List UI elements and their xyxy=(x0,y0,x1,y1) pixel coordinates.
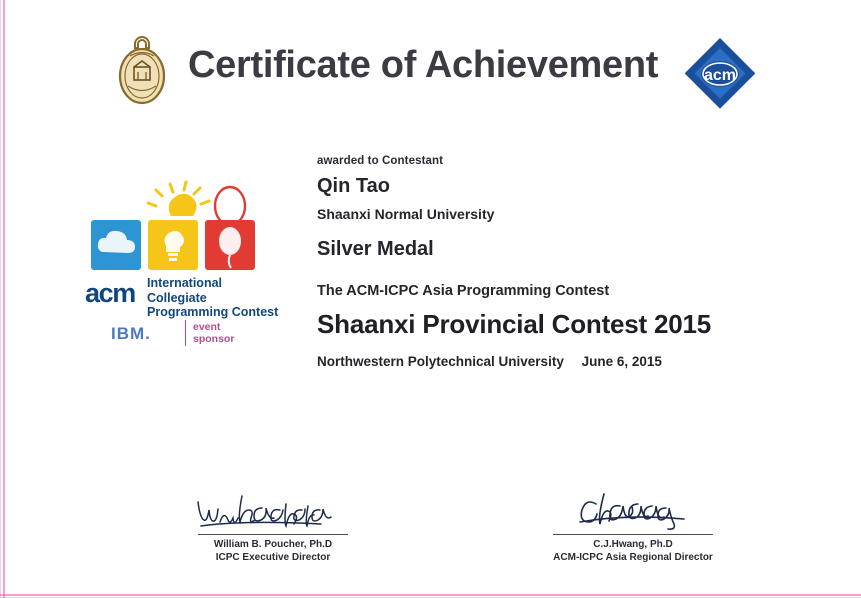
ibm-logo-text: IBM. xyxy=(111,324,151,343)
certificate-body xyxy=(317,155,837,369)
signatory-role-left: ICPC Executive Director xyxy=(215,552,331,563)
venue-and-date xyxy=(317,354,837,369)
icpc-fullname-line2: Programming Contest xyxy=(147,305,279,319)
lightbulb-tile xyxy=(148,220,198,270)
certificate-header xyxy=(0,18,861,118)
icpc-wordmark xyxy=(85,276,280,319)
contest-series: The ACM-ICPC Asia Programming Contest xyxy=(317,283,610,299)
balloon-tile xyxy=(205,220,255,270)
signature-rule-left xyxy=(198,534,348,535)
awarded-to-label: awarded to Contestant xyxy=(317,155,444,167)
sponsor-row xyxy=(85,320,280,350)
award-title: Silver Medal xyxy=(317,238,434,260)
acm-diamond-logo-icon xyxy=(682,36,758,112)
icpc-logo-block xyxy=(85,180,280,350)
icpc-seal-icon xyxy=(110,34,174,106)
signature-block-left xyxy=(148,492,398,564)
icpc-fullname xyxy=(147,276,280,320)
page-title: Certificate of Achievement xyxy=(188,44,659,86)
venue-name: Northwestern Polytechnical University xyxy=(317,354,564,369)
recipient-name: Qin Tao xyxy=(317,175,390,197)
event-name: Shaanxi Provincial Contest 2015 xyxy=(317,309,712,339)
acm-wordmark-text: acm xyxy=(85,278,135,308)
institution-name: Shaanxi Normal University xyxy=(317,206,495,222)
scan-edge-stripe-bottom xyxy=(0,594,861,596)
signature-block-right xyxy=(508,492,758,564)
sponsor-label-line2: sponsor xyxy=(193,333,235,345)
icpc-fullname-line1: International Collegiate xyxy=(147,276,223,305)
svg-text:acm: acm xyxy=(703,67,737,84)
signatory-name-left: William B. Poucher, Ph.D xyxy=(213,539,333,550)
signature-rule-right xyxy=(553,534,713,535)
sponsor-divider xyxy=(185,320,186,346)
event-date: June 6, 2015 xyxy=(581,354,662,369)
cloud-tile xyxy=(91,220,141,270)
signature-mark-hwang xyxy=(508,492,758,534)
sponsor-label-line1: event xyxy=(193,321,221,333)
signature-mark-poucher xyxy=(148,492,398,534)
icpc-logo-tiles xyxy=(85,180,270,270)
signatory-name-right: C.J.Hwang, Ph.D xyxy=(593,539,673,550)
sponsor-label xyxy=(193,321,234,345)
signatory-role-right: ACM-ICPC Asia Regional Director xyxy=(553,552,713,563)
